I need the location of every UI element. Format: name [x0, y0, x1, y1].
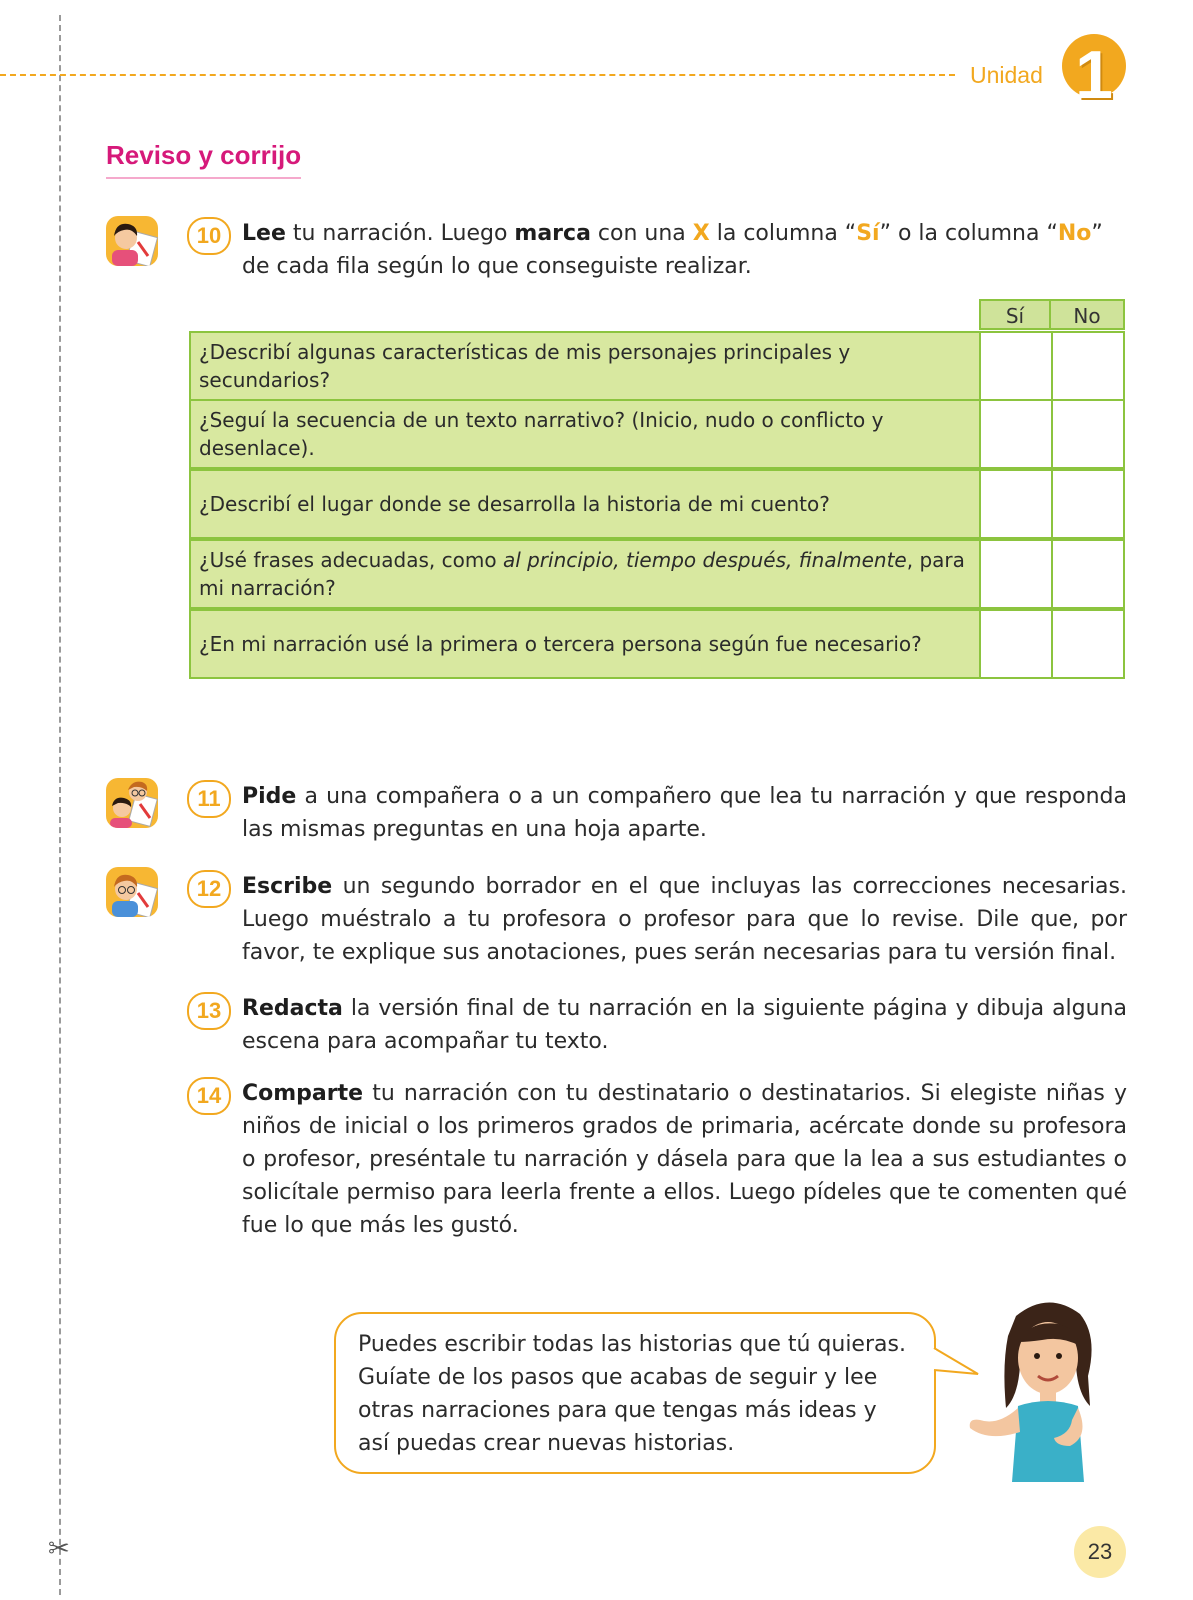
no-checkbox-cell[interactable] — [1051, 611, 1123, 677]
activity-number: 14 — [187, 1077, 231, 1115]
table-row — [189, 331, 1125, 401]
speech-bubble — [334, 1312, 936, 1474]
page-number: 23 — [1074, 1526, 1126, 1578]
cut-line — [59, 15, 61, 1595]
activity-number: 10 — [187, 217, 231, 255]
girl-illustration — [958, 1296, 1128, 1482]
activity-number: 13 — [187, 992, 231, 1030]
table-row — [189, 609, 1125, 679]
individual-work-icon — [106, 867, 158, 917]
bubble-text: Puedes escribir todas las historias que tú quieras. Guíate de los pasos que acabas de seguir y lee otras narraciones para que tengas más ideas y así puedas crear nuevas historias. — [358, 1332, 906, 1456]
no-checkbox-cell[interactable] — [1051, 541, 1123, 607]
question-text: ¿Seguí la secuencia de un texto narrativo? (Inicio, nudo o conflicto y desenlace). — [191, 401, 981, 467]
scissors-icon: ✂ — [48, 1534, 70, 1564]
yes-checkbox-cell[interactable] — [981, 541, 1053, 607]
yes-checkbox-cell[interactable] — [981, 401, 1053, 467]
yes-checkbox-cell[interactable] — [981, 611, 1053, 677]
individual-work-icon — [106, 216, 158, 266]
activity-10-text: Lee tu narración. Luego marca con una X la columna “Sí” o la columna “No” de cada fila según lo que conseguiste realizar. — [242, 221, 1103, 279]
activity-number: 11 — [187, 780, 231, 818]
question-text: ¿Describí el lugar donde se desarrolla la historia de mi cuento? — [191, 471, 981, 537]
column-header-yes: Sí — [979, 299, 1051, 330]
yes-checkbox-cell[interactable] — [981, 471, 1053, 537]
no-checkbox-cell[interactable] — [1051, 401, 1123, 467]
unit-label: Unidad — [970, 62, 1043, 88]
activity-number: 12 — [187, 870, 231, 908]
activity-12-text: Escribe un segundo borrador en el que incluyas las correcciones necesarias. Luego muéstralo a tu profesora o profesor para que lo revise. Dile que, por favor, te explique sus anotaciones, pues serán necesarias para tu versión final. — [242, 874, 1127, 965]
header-dashed-line — [0, 74, 955, 76]
question-text: ¿En mi narración usé la primera o tercera persona según fue necesario? — [191, 611, 981, 677]
question-text: ¿Usé frases adecuadas, como al principio, tiempo después, finalmente, para mi narración? — [191, 541, 981, 607]
yes-checkbox-cell[interactable] — [981, 333, 1053, 399]
no-checkbox-cell[interactable] — [1051, 471, 1123, 537]
table-row — [189, 539, 1125, 609]
activity-14-text: Comparte tu narración con tu destinatario o destinatarios. Si elegiste niñas y niños de inicial o los primeros grados de primaria, acércate donde su profesora o profesor, preséntale tu narración y dásela para que la lea a sus estudiantes o solicítale permiso para leerla frente a ellos. Luego pídeles que te comenten qué fue lo que más les gustó. — [242, 1081, 1127, 1238]
activity-11-text: Pide a una compañera o a un compañero que lea tu narración y que responda las mismas preguntas en una hoja aparte. — [242, 784, 1127, 842]
column-header-no: No — [1049, 299, 1125, 330]
pair-work-icon — [106, 778, 158, 828]
unit-number: 1 — [1075, 37, 1113, 113]
no-checkbox-cell[interactable] — [1051, 333, 1123, 399]
question-text: ¿Describí algunas características de mis personajes principales y secundarios? — [191, 333, 981, 399]
activity-13-text: Redacta la versión final de tu narración en la siguiente página y dibuja alguna escena para acompañar tu texto. — [242, 996, 1127, 1054]
table-row — [189, 469, 1125, 539]
section-title: Reviso y corrijo — [106, 140, 301, 179]
table-row — [189, 399, 1125, 469]
